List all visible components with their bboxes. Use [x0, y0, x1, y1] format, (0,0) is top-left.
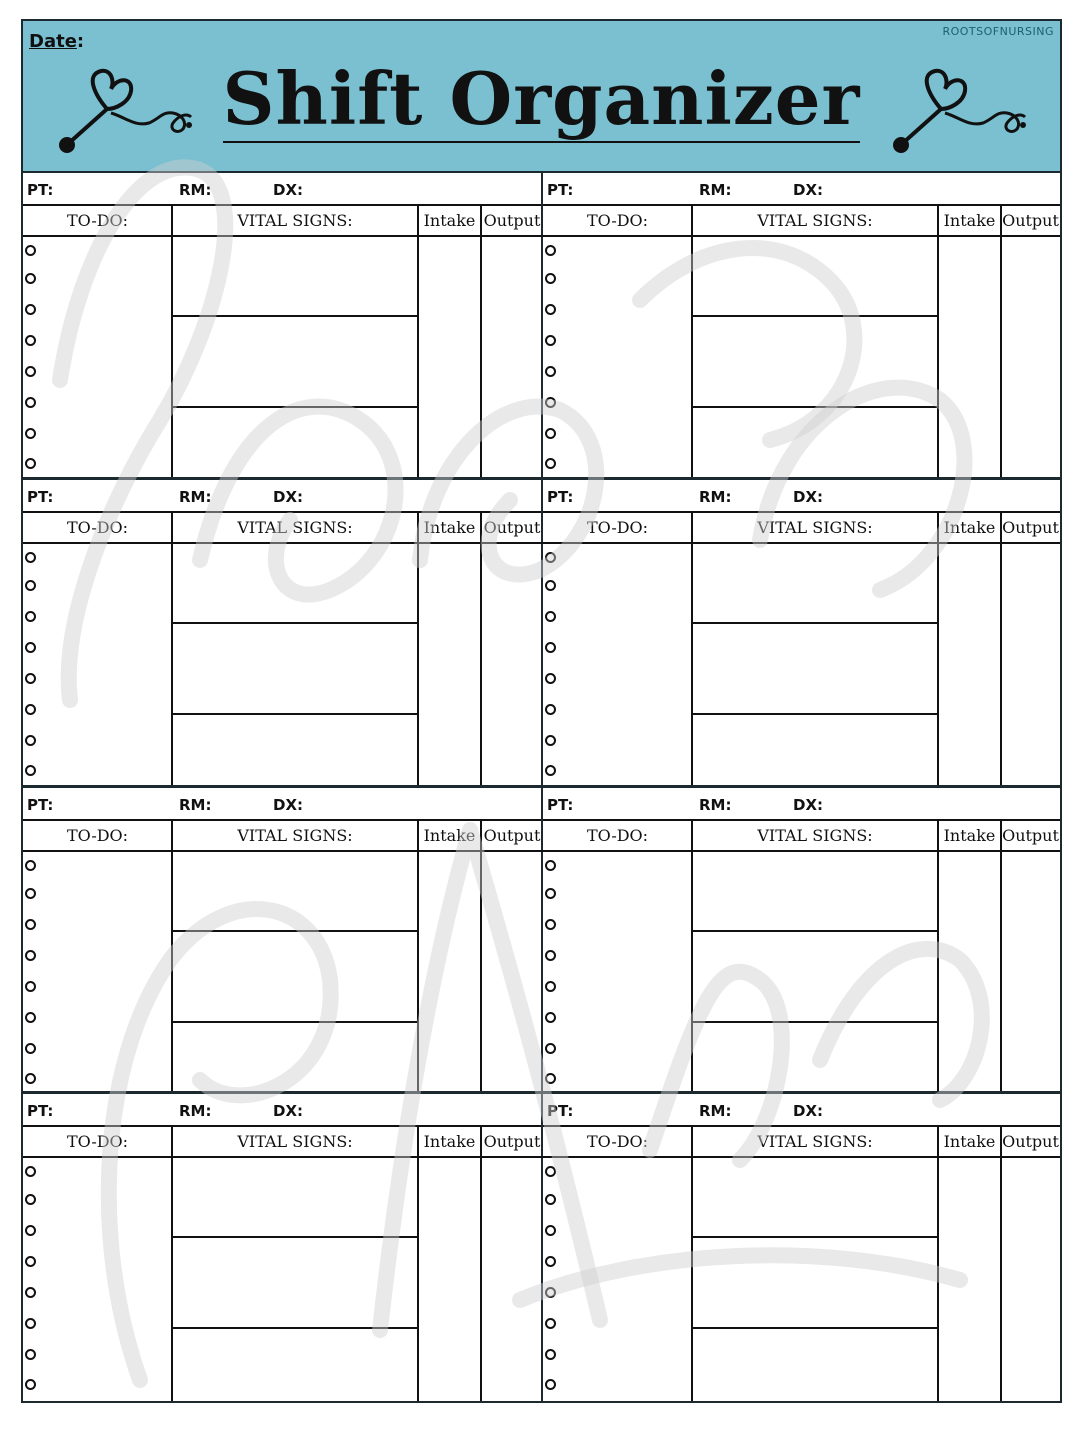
patient-info-bar [23, 788, 541, 821]
todo-checkbox[interactable] [545, 1349, 556, 1360]
diagnosis-field[interactable]: DX: [793, 796, 824, 814]
todo-checkbox[interactable] [545, 245, 556, 256]
vital-signs-header: VITAL SIGNS: [172, 206, 418, 237]
column-divider [417, 206, 419, 477]
column-divider [691, 821, 693, 1091]
room-field[interactable]: RM: [699, 1102, 732, 1120]
patient-block [543, 788, 1060, 1094]
todo-checkbox[interactable] [25, 1225, 36, 1236]
todo-header: TO-DO: [23, 821, 172, 852]
column-divider [417, 821, 419, 1091]
todo-header: TO-DO: [23, 513, 172, 544]
column-divider [1000, 821, 1002, 1091]
diagnosis-field[interactable]: DX: [273, 1102, 304, 1120]
todo-checkbox[interactable] [25, 981, 36, 992]
todo-checkbox[interactable] [545, 860, 556, 871]
todo-checkbox[interactable] [25, 765, 36, 776]
room-field[interactable]: RM: [699, 488, 732, 506]
column-divider [937, 513, 939, 785]
intake-header: Intake [938, 1127, 1001, 1158]
vital-signs-row-divider [692, 713, 938, 715]
todo-checkbox[interactable] [25, 1166, 36, 1177]
todo-checkbox[interactable] [545, 335, 556, 346]
todo-checkbox[interactable] [25, 1379, 36, 1390]
patient-info-bar [543, 788, 1060, 821]
todo-checkbox[interactable] [545, 428, 556, 439]
todo-checkbox[interactable] [25, 888, 36, 899]
pt-field[interactable]: PT: [27, 796, 54, 814]
column-divider [1000, 206, 1002, 477]
todo-checkbox[interactable] [545, 1073, 556, 1084]
diagnosis-field[interactable]: DX: [793, 488, 824, 506]
output-header: Output [1001, 1127, 1060, 1158]
vital-signs-row-divider [172, 622, 418, 624]
vital-signs-row-divider [172, 930, 418, 932]
stethoscope-heart-icon [55, 65, 195, 155]
patient-block [23, 788, 543, 1094]
todo-checkbox[interactable] [25, 458, 36, 469]
column-divider [171, 1127, 173, 1401]
todo-checkbox[interactable] [545, 1287, 556, 1298]
brand-label: ROOTSOFNURSING [942, 25, 1054, 38]
todo-header: TO-DO: [23, 206, 172, 237]
column-divider [417, 1127, 419, 1401]
todo-checkbox[interactable] [545, 273, 556, 284]
diagnosis-field[interactable]: DX: [273, 796, 304, 814]
room-field[interactable]: RM: [699, 796, 732, 814]
todo-checkbox[interactable] [25, 860, 36, 871]
vital-signs-header: VITAL SIGNS: [172, 821, 418, 852]
todo-header: TO-DO: [543, 513, 692, 544]
column-divider [937, 206, 939, 477]
output-header: Output [481, 513, 543, 544]
vital-signs-row-divider [692, 1021, 938, 1023]
pt-field[interactable]: PT: [547, 488, 574, 506]
diagnosis-field[interactable]: DX: [793, 181, 824, 199]
todo-header: TO-DO: [543, 206, 692, 237]
patient-block [23, 480, 543, 788]
todo-checkbox[interactable] [545, 981, 556, 992]
column-divider [171, 206, 173, 477]
vital-signs-row-divider [172, 713, 418, 715]
output-header: Output [1001, 821, 1060, 852]
todo-checkbox[interactable] [545, 397, 556, 408]
vital-signs-row-divider [172, 315, 418, 317]
todo-checkbox[interactable] [25, 1194, 36, 1205]
diagnosis-field[interactable]: DX: [793, 1102, 824, 1120]
output-header: Output [481, 206, 543, 237]
output-header: Output [1001, 513, 1060, 544]
intake-header: Intake [418, 1127, 481, 1158]
todo-checkbox[interactable] [25, 245, 36, 256]
todo-checkbox[interactable] [545, 304, 556, 315]
room-field[interactable]: RM: [179, 796, 212, 814]
pt-field[interactable]: PT: [547, 1102, 574, 1120]
todo-checkbox[interactable] [25, 1012, 36, 1023]
todo-checkbox[interactable] [545, 611, 556, 622]
todo-checkbox[interactable] [545, 735, 556, 746]
column-divider [480, 513, 482, 785]
date-colon: : [76, 31, 85, 52]
stethoscope-heart-icon [889, 65, 1029, 155]
patient-block [23, 173, 543, 480]
patient-info-bar [23, 173, 541, 206]
vital-signs-header: VITAL SIGNS: [692, 513, 938, 544]
todo-checkbox[interactable] [545, 1043, 556, 1054]
todo-checkbox[interactable] [25, 428, 36, 439]
todo-checkbox[interactable] [25, 1349, 36, 1360]
vital-signs-row-divider [692, 622, 938, 624]
vital-signs-row-divider [692, 1327, 938, 1329]
todo-checkbox[interactable] [25, 1256, 36, 1267]
todo-checkbox[interactable] [545, 673, 556, 684]
todo-checkbox[interactable] [545, 1318, 556, 1329]
todo-checkbox[interactable] [25, 735, 36, 746]
column-divider [691, 513, 693, 785]
todo-checkbox[interactable] [25, 1073, 36, 1084]
room-field[interactable]: RM: [179, 181, 212, 199]
column-divider [937, 1127, 939, 1401]
todo-checkbox[interactable] [545, 950, 556, 961]
diagnosis-field[interactable]: DX: [273, 488, 304, 506]
todo-checkbox[interactable] [25, 335, 36, 346]
patient-info-bar [543, 1094, 1060, 1127]
pt-field[interactable]: PT: [27, 181, 54, 199]
diagnosis-field[interactable]: DX: [273, 181, 304, 199]
shift-organizer-sheet [21, 19, 1062, 1403]
patient-info-bar [23, 480, 541, 513]
todo-header: TO-DO: [543, 821, 692, 852]
todo-checkbox[interactable] [545, 580, 556, 591]
todo-header: TO-DO: [543, 1127, 692, 1158]
todo-checkbox[interactable] [545, 765, 556, 776]
todo-checkbox[interactable] [25, 552, 36, 563]
todo-checkbox[interactable] [545, 1012, 556, 1023]
todo-checkbox[interactable] [545, 552, 556, 563]
patient-block [543, 173, 1060, 480]
vital-signs-header: VITAL SIGNS: [172, 513, 418, 544]
todo-checkbox[interactable] [545, 1194, 556, 1205]
todo-checkbox[interactable] [545, 366, 556, 377]
todo-checkbox[interactable] [545, 1256, 556, 1267]
column-divider [691, 1127, 693, 1401]
vital-signs-row-divider [172, 1021, 418, 1023]
output-header: Output [481, 821, 543, 852]
date-label: Date [29, 31, 77, 52]
todo-checkbox[interactable] [25, 611, 36, 622]
column-divider [480, 821, 482, 1091]
page-title-text: Shift Organizer [222, 56, 861, 141]
patient-grid [23, 173, 1060, 1401]
todo-checkbox[interactable] [25, 1043, 36, 1054]
patient-info-bar [23, 1094, 541, 1127]
pt-field[interactable]: PT: [27, 1102, 54, 1120]
todo-checkbox[interactable] [25, 642, 36, 653]
column-divider [1000, 513, 1002, 785]
pt-field[interactable]: PT: [547, 181, 574, 199]
todo-checkbox[interactable] [25, 580, 36, 591]
todo-checkbox[interactable] [25, 704, 36, 715]
vital-signs-row-divider [692, 315, 938, 317]
todo-checkbox[interactable] [25, 1287, 36, 1298]
vital-signs-header: VITAL SIGNS: [172, 1127, 418, 1158]
intake-header: Intake [938, 206, 1001, 237]
todo-checkbox[interactable] [25, 366, 36, 377]
vital-signs-row-divider [692, 1236, 938, 1238]
patient-info-bar [543, 480, 1060, 513]
room-field[interactable]: RM: [179, 1102, 212, 1120]
todo-checkbox[interactable] [545, 1225, 556, 1236]
column-divider [937, 821, 939, 1091]
pt-field[interactable]: PT: [547, 796, 574, 814]
vital-signs-row-divider [172, 1327, 418, 1329]
todo-checkbox[interactable] [545, 919, 556, 930]
todo-checkbox[interactable] [25, 950, 36, 961]
todo-checkbox[interactable] [25, 1318, 36, 1329]
patient-info-bar [543, 173, 1060, 206]
vital-signs-row-divider [172, 1236, 418, 1238]
vital-signs-row-divider [692, 406, 938, 408]
vital-signs-header: VITAL SIGNS: [692, 821, 938, 852]
todo-checkbox[interactable] [545, 888, 556, 899]
todo-checkbox[interactable] [545, 704, 556, 715]
vital-signs-row-divider [172, 406, 418, 408]
todo-checkbox[interactable] [545, 642, 556, 653]
intake-header: Intake [418, 513, 481, 544]
todo-checkbox[interactable] [545, 1166, 556, 1177]
output-header: Output [481, 1127, 543, 1158]
intake-header: Intake [418, 206, 481, 237]
intake-header: Intake [938, 821, 1001, 852]
todo-checkbox[interactable] [25, 304, 36, 315]
vital-signs-header: VITAL SIGNS: [692, 206, 938, 237]
column-divider [171, 821, 173, 1091]
vital-signs-header: VITAL SIGNS: [692, 1127, 938, 1158]
column-divider [1000, 1127, 1002, 1401]
todo-checkbox[interactable] [545, 458, 556, 469]
todo-header: TO-DO: [23, 1127, 172, 1158]
header-banner [23, 21, 1060, 173]
intake-header: Intake [938, 513, 1001, 544]
pt-field[interactable]: PT: [27, 488, 54, 506]
column-divider [171, 513, 173, 785]
intake-header: Intake [418, 821, 481, 852]
room-field[interactable]: RM: [699, 181, 732, 199]
patient-block [543, 1094, 1060, 1401]
todo-checkbox[interactable] [25, 273, 36, 284]
date-field[interactable] [29, 31, 84, 52]
todo-checkbox[interactable] [25, 919, 36, 930]
todo-checkbox[interactable] [25, 673, 36, 684]
vital-signs-row-divider [692, 930, 938, 932]
todo-checkbox[interactable] [545, 1379, 556, 1390]
todo-checkbox[interactable] [25, 397, 36, 408]
output-header: Output [1001, 206, 1060, 237]
room-field[interactable]: RM: [179, 488, 212, 506]
column-divider [480, 206, 482, 477]
patient-block [543, 480, 1060, 788]
column-divider [691, 206, 693, 477]
patient-block [23, 1094, 543, 1401]
column-divider [480, 1127, 482, 1401]
column-divider [417, 513, 419, 785]
